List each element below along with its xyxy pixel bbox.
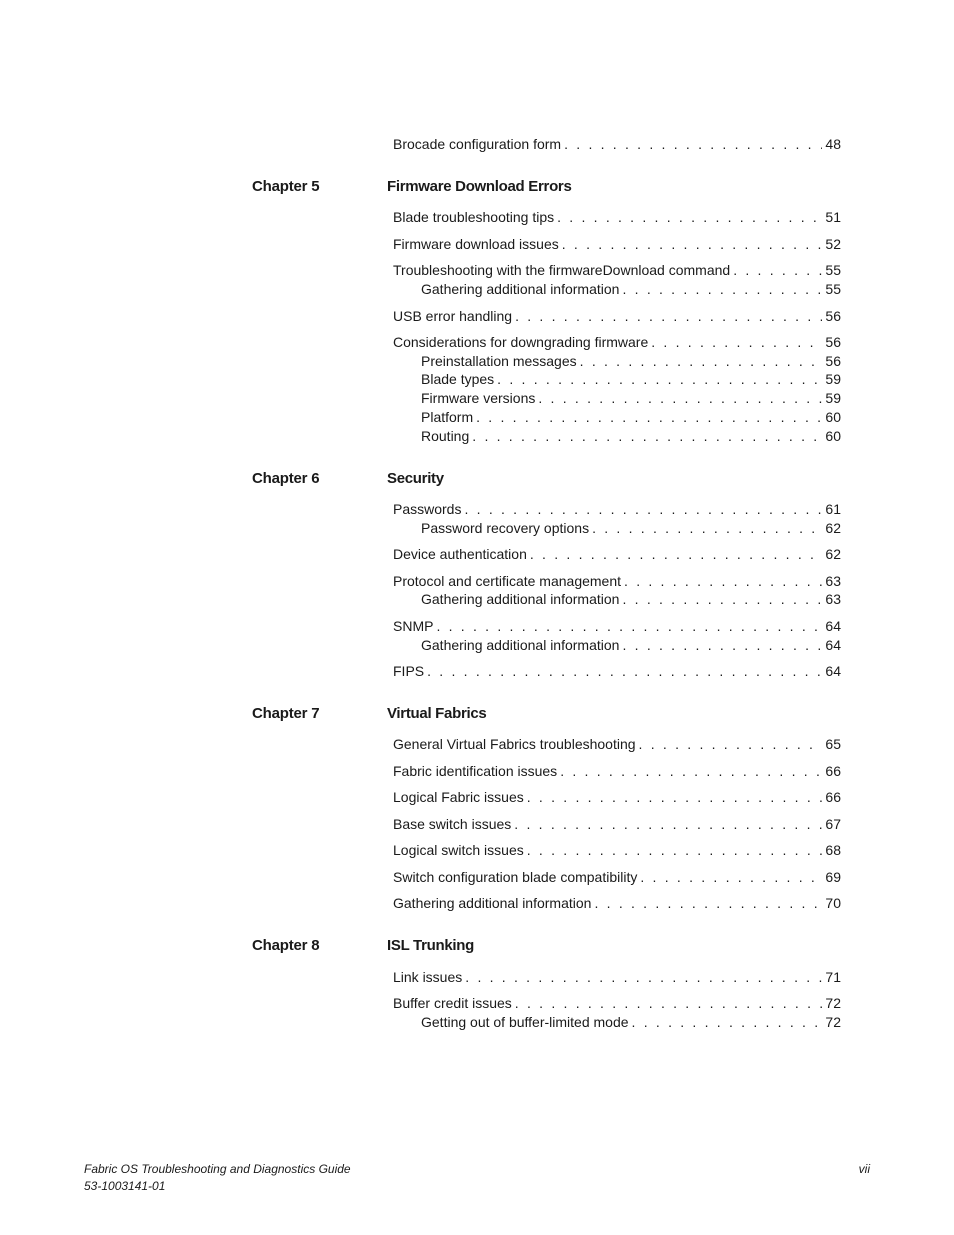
toc-entry[interactable] [393, 208, 841, 226]
toc-subentry[interactable] [421, 408, 841, 426]
dot-leader [622, 280, 822, 298]
toc-entry[interactable] [393, 815, 841, 833]
toc-entry-title: Gathering additional information [393, 895, 592, 911]
dot-leader [515, 994, 823, 1012]
toc-entry-title: Blade troubleshooting tips [393, 209, 555, 225]
toc-entry-page: 52 [825, 236, 841, 252]
toc-entry[interactable] [393, 307, 841, 325]
toc-entry-title: Logical switch issues [393, 842, 524, 858]
toc-entry-page: 59 [825, 371, 841, 387]
toc-entry-page: 71 [825, 969, 841, 985]
dot-leader [464, 500, 822, 518]
toc-entry[interactable] [393, 841, 841, 859]
chapter-title[interactable]: Firmware Download Errors [387, 178, 572, 195]
dot-leader [733, 261, 822, 279]
chapter-label: Chapter 6 [252, 470, 320, 487]
toc-entry-title: Firmware versions [421, 390, 536, 406]
dot-leader [560, 762, 822, 780]
dot-leader [472, 427, 822, 445]
toc-entry-title: Device authentication [393, 546, 527, 562]
toc-entry-title: Routing [421, 428, 470, 444]
toc-entry-page: 62 [825, 546, 841, 562]
toc-entry-title: Passwords [393, 501, 462, 517]
dot-leader [592, 519, 822, 537]
toc-entry-page: 56 [825, 334, 841, 350]
chapter-label: Chapter 8 [252, 937, 320, 954]
chapter-title[interactable]: ISL Trunking [387, 937, 474, 954]
toc-entry-page: 55 [825, 262, 841, 278]
toc-entry[interactable] [393, 572, 841, 590]
toc-subentry[interactable] [421, 1013, 841, 1031]
dot-leader [651, 333, 822, 351]
toc-entry-page: 56 [825, 353, 841, 369]
toc-entry-title: Gathering additional information [421, 591, 620, 607]
dot-leader [530, 545, 823, 563]
dot-leader [640, 868, 822, 886]
toc-entry-title: Brocade configuration form [393, 136, 562, 152]
toc-entry-page: 64 [825, 637, 841, 653]
dot-leader [562, 235, 823, 253]
toc-entry[interactable] [393, 735, 841, 753]
dot-leader [538, 389, 822, 407]
toc-entry-title: Getting out of buffer-limited mode [421, 1014, 629, 1030]
toc-entry-title: Gathering additional information [421, 281, 620, 297]
toc-entry-page: 64 [825, 663, 841, 679]
footer-guide-title: Fabric OS Troubleshooting and Diagnostics Guide [84, 1162, 351, 1176]
dot-leader [436, 617, 822, 635]
toc-entry-title: Blade types [421, 371, 495, 387]
dot-leader [527, 841, 823, 859]
toc-entry-page: 60 [825, 428, 841, 444]
toc-entry-page: 60 [825, 409, 841, 425]
chapter-title[interactable]: Security [387, 470, 444, 487]
toc-entry-title: Protocol and certificate management [393, 573, 622, 589]
toc-subentry[interactable] [421, 370, 841, 388]
dot-leader [594, 894, 822, 912]
toc-entry-title: Switch configuration blade compatibility [393, 869, 638, 885]
toc-entry[interactable] [393, 994, 841, 1012]
toc-entry[interactable] [393, 788, 841, 806]
toc-entry-page: 66 [825, 789, 841, 805]
toc-entry-title: Password recovery options [421, 520, 590, 536]
toc-entry-title: Base switch issues [393, 816, 512, 832]
dot-leader [527, 788, 823, 806]
toc-entry-title: Gathering additional information [421, 637, 620, 653]
toc-entry[interactable] [393, 333, 841, 351]
toc-entry-page: 62 [825, 520, 841, 536]
toc-entry[interactable] [393, 762, 841, 780]
toc-entry-page: 72 [825, 1014, 841, 1030]
toc-subentry[interactable] [421, 590, 841, 608]
toc-entry-page: 70 [825, 895, 841, 911]
toc-entry-title: Firmware download issues [393, 236, 559, 252]
toc-entry[interactable] [393, 261, 841, 279]
toc-entry-page: 66 [825, 763, 841, 779]
dot-leader [564, 135, 822, 153]
toc-subentry[interactable] [421, 352, 841, 370]
toc-entry-title: Link issues [393, 969, 463, 985]
toc-entry-page: 51 [825, 209, 841, 225]
dot-leader [580, 352, 823, 370]
toc-entry-title: Preinstallation messages [421, 353, 577, 369]
dot-leader [515, 307, 822, 325]
toc-entry[interactable] [393, 500, 841, 518]
toc-entry-page: 72 [825, 995, 841, 1011]
dot-leader [622, 590, 822, 608]
dot-leader [476, 408, 822, 426]
toc-subentry[interactable] [421, 636, 841, 654]
toc-entry-page: 56 [825, 308, 841, 324]
toc-entry[interactable] [393, 235, 841, 253]
toc-entry-page: 69 [825, 869, 841, 885]
toc-entry[interactable] [393, 968, 841, 986]
toc-entry-title: Considerations for downgrading firmware [393, 334, 649, 350]
toc-entry[interactable] [393, 617, 841, 635]
chapter-title[interactable]: Virtual Fabrics [387, 705, 487, 722]
dot-leader [497, 370, 822, 388]
toc-entry-page: 61 [825, 501, 841, 517]
toc-entry-title: SNMP [393, 618, 434, 634]
dot-leader [514, 815, 822, 833]
toc-subentry[interactable] [421, 427, 841, 445]
dot-leader [639, 735, 823, 753]
toc-entry-page: 67 [825, 816, 841, 832]
dot-leader [624, 572, 822, 590]
toc-entry-page: 55 [825, 281, 841, 297]
toc-entry-title: USB error handling [393, 308, 513, 324]
toc-subentry[interactable] [421, 280, 841, 298]
toc-entry-title: Troubleshooting with the firmwareDownload command [393, 262, 731, 278]
toc-subentry[interactable] [421, 519, 841, 537]
toc-entry-title: Logical Fabric issues [393, 789, 524, 805]
toc-entry[interactable] [393, 135, 841, 153]
toc-entry-title: Platform [421, 409, 474, 425]
toc-entry-title: Fabric identification issues [393, 763, 558, 779]
toc-entry-page: 59 [825, 390, 841, 406]
toc-entry-page: 63 [825, 591, 841, 607]
chapter-label: Chapter 7 [252, 705, 320, 722]
toc-entry[interactable] [393, 662, 841, 680]
dot-leader [622, 636, 822, 654]
dot-leader [465, 968, 822, 986]
footer-doc-number: 53-1003141-01 [84, 1179, 166, 1193]
toc-entry-page: 65 [825, 736, 841, 752]
toc-entry-title: General Virtual Fabrics troubleshooting [393, 736, 636, 752]
toc-entry-page: 48 [825, 136, 841, 152]
toc-subentry[interactable] [421, 389, 841, 407]
toc-entry[interactable] [393, 894, 841, 912]
toc-entry-title: FIPS [393, 663, 425, 679]
chapter-label: Chapter 5 [252, 178, 320, 195]
dot-leader [427, 662, 822, 680]
toc-entry-page: 64 [825, 618, 841, 634]
toc-entry[interactable] [393, 868, 841, 886]
toc-entry-title: Buffer credit issues [393, 995, 512, 1011]
toc-entry[interactable] [393, 545, 841, 563]
footer-page-number: vii [858, 1162, 870, 1176]
dot-leader [632, 1013, 823, 1031]
toc-entry-page: 63 [825, 573, 841, 589]
dot-leader [557, 208, 822, 226]
toc-entry-page: 68 [825, 842, 841, 858]
